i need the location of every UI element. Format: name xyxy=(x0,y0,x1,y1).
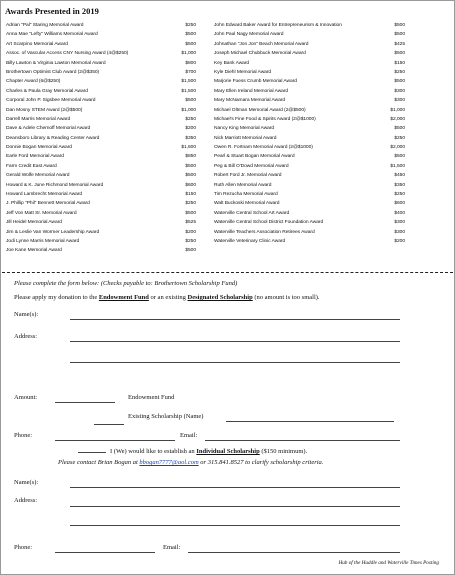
award-row xyxy=(6,40,196,49)
individual-pre: I (We) would like to establish an xyxy=(110,448,197,455)
names-label-2: Name(s): xyxy=(14,479,39,486)
award-name: Owen R. Fortnam Memorial Award (2@$1000) xyxy=(214,145,313,151)
award-row xyxy=(214,152,405,161)
award-row xyxy=(6,115,196,124)
award-amount: $500 xyxy=(394,126,405,132)
award-amount: $1,600 xyxy=(181,145,196,151)
award-name: Ruth Allen Memorial Award xyxy=(214,182,272,188)
award-amount: $2,000 xyxy=(390,116,405,122)
existing-scholarship-label: Existing Scholarship (Name) xyxy=(128,413,204,420)
award-name: Mary Ellen Ireland Memorial Award xyxy=(214,88,289,94)
award-row xyxy=(214,49,405,58)
award-name: Waterville Veterinary Clinic Award xyxy=(214,238,286,244)
award-amount: $500 xyxy=(185,41,196,47)
award-name: Mary McNamara Memorial Award xyxy=(214,98,286,104)
award-amount: $200 xyxy=(185,126,196,132)
award-row xyxy=(214,77,405,86)
award-name: Anna Mae "Lefty" Williams Memorial Award xyxy=(6,32,98,38)
award-name: Deansboro Library & Reading Center Award xyxy=(6,135,100,141)
award-amount: $500 xyxy=(185,163,196,169)
awards-list-left xyxy=(6,21,196,256)
address-label-2: Address: xyxy=(14,497,38,504)
endowment-fund-link: Endowment Fund xyxy=(98,294,149,301)
award-amount: $500 xyxy=(394,51,405,57)
award-name: Joe Kane Memorial Award xyxy=(6,248,62,254)
award-name: Johnathan "Jon Jon" Beach Memorial Award xyxy=(214,41,309,47)
email-label: Email: xyxy=(180,432,198,439)
award-amount: $500 xyxy=(394,32,405,38)
award-amount: $1,500 xyxy=(181,88,196,94)
existing-scholarship-name-field[interactable] xyxy=(226,421,394,422)
names-label: Name(s): xyxy=(14,311,39,318)
award-row xyxy=(6,21,196,30)
award-amount: $250 xyxy=(394,69,405,75)
existing-scholarship-check[interactable] xyxy=(94,424,124,425)
award-name: Waterville Central School Art Award xyxy=(214,210,290,216)
contact-email-link[interactable]: bbogan7777@aol.com xyxy=(139,459,199,466)
award-name: Charles & Paula Gray Memorial Award xyxy=(6,88,88,94)
award-row xyxy=(214,190,405,199)
award-row xyxy=(214,124,405,133)
phone-field-2[interactable] xyxy=(55,552,155,553)
award-row xyxy=(6,134,196,143)
award-amount: $300 xyxy=(394,88,405,94)
award-row xyxy=(6,96,196,105)
apply-post: (no amount is too small). xyxy=(252,294,320,301)
award-name: Tim Rezucha Memorial Award xyxy=(214,192,278,198)
award-row xyxy=(214,143,405,152)
phone-label-2: Phone: xyxy=(14,544,33,551)
award-row xyxy=(6,218,196,227)
award-name: Kyle Diehl Memorial Award xyxy=(214,69,272,75)
award-amount: $425 xyxy=(394,41,405,47)
award-name: Walt Buckoski Memorial Award xyxy=(214,201,280,207)
award-amount: $250 xyxy=(185,201,196,207)
award-row xyxy=(6,209,196,218)
award-amount: $250 xyxy=(185,238,196,244)
award-amount: $350 xyxy=(185,135,196,141)
award-name: Nick Marriott Memorial Award xyxy=(214,135,277,141)
award-row xyxy=(214,171,405,180)
award-amount: $500 xyxy=(394,23,405,28)
award-amount: $300 xyxy=(394,98,405,104)
award-row xyxy=(6,246,196,255)
award-row xyxy=(6,143,196,152)
award-amount: $150 xyxy=(185,192,196,198)
award-name: Billy Lawton & Virginia Lawton Memorial Award xyxy=(6,60,106,66)
award-name: Waterville Teachers Association Retirees Award xyxy=(214,229,315,235)
email-field[interactable] xyxy=(205,440,400,441)
award-amount: $800 xyxy=(185,60,196,66)
award-name: Michael's Fine Food & Spirits Award (2@$1000) xyxy=(214,116,316,122)
individual-scholarship-check[interactable] xyxy=(78,452,106,453)
award-row xyxy=(6,59,196,68)
award-row xyxy=(214,181,405,190)
award-row xyxy=(6,87,196,96)
contact-pre: Please contact Brian Bogan at xyxy=(58,459,140,466)
amount-label: Amount: xyxy=(14,394,38,401)
award-amount: $525 xyxy=(185,220,196,226)
award-name: Peg & Bill O'Dowd Memorial Award xyxy=(214,163,289,169)
form-instruction: Please complete the form below: (Checks payable to: Brothertown Scholarship Fund) xyxy=(14,280,238,287)
award-row xyxy=(6,30,196,39)
address-label: Address: xyxy=(14,333,38,340)
award-row xyxy=(214,115,405,124)
award-amount: $600 xyxy=(185,182,196,188)
award-amount: $1,000 xyxy=(181,51,196,57)
award-row xyxy=(214,209,405,218)
award-name: Jill Heidel Memorial Award xyxy=(6,220,62,226)
award-row xyxy=(214,68,405,77)
award-row xyxy=(6,49,196,58)
award-name: Robert Ford Jr. Memorial Award xyxy=(214,173,282,179)
award-amount: $150 xyxy=(394,60,405,66)
email-label-2: Email: xyxy=(163,544,181,551)
award-row xyxy=(214,162,405,171)
award-row xyxy=(214,228,405,237)
award-name: John Edward Baker Award for Entrepreneurism & Innovation xyxy=(214,23,342,28)
award-name: Corporal John P. Sigsbee Memorial Award xyxy=(6,98,96,104)
contact-post: or 315.841.8527 to clarify scholarship criteria. xyxy=(198,459,324,466)
award-amount: $300 xyxy=(394,220,405,226)
cut-line xyxy=(2,272,453,273)
apply-pre: Please apply my donation to the xyxy=(14,294,99,301)
award-amount: $500 xyxy=(185,32,196,38)
award-amount: $500 xyxy=(394,154,405,160)
award-amount: $300 xyxy=(394,229,405,235)
award-name: Waterville Central School District Foundation Award xyxy=(214,220,324,226)
award-amount: $1,000 xyxy=(181,107,196,113)
award-row xyxy=(6,106,196,115)
award-row xyxy=(6,77,196,86)
page-title: Awards Presented in 2019 xyxy=(5,6,99,16)
award-row xyxy=(214,87,405,96)
individual-scholarship-link: Individual Scholarship xyxy=(196,448,260,455)
award-row xyxy=(214,106,405,115)
phone-label: Phone: xyxy=(14,432,33,439)
award-row xyxy=(214,59,405,68)
award-name: J. Phillip "Phil" Bennett Memorial Award xyxy=(6,201,90,207)
award-row xyxy=(6,237,196,246)
award-row xyxy=(214,96,405,105)
award-name: Jim & Leslie Van Wormer Leadership Award xyxy=(6,229,100,235)
award-amount: $500 xyxy=(185,248,196,254)
award-amount: $350 xyxy=(394,182,405,188)
award-amount: $1,000 xyxy=(390,107,405,113)
award-name: Dan Mosny STEM Award (2@$500) xyxy=(6,107,83,113)
email-field-2[interactable] xyxy=(188,552,400,553)
award-amount: $250 xyxy=(185,23,196,28)
award-row xyxy=(6,228,196,237)
address-field-2[interactable] xyxy=(70,506,400,507)
award-name: Howard Lambrecht Memorial Award xyxy=(6,192,83,198)
award-amount: $200 xyxy=(394,238,405,244)
award-amount: $850 xyxy=(185,154,196,160)
award-amount: $250 xyxy=(185,116,196,122)
award-name: Dave & Adele Chernoff Memorial Award xyxy=(6,126,91,132)
names-field-2[interactable] xyxy=(70,487,400,488)
award-amount: $500 xyxy=(185,173,196,179)
address-field-2-line-2[interactable] xyxy=(70,525,400,526)
award-name: Howard & K. June Richmond Memorial Award xyxy=(6,182,104,188)
award-name: Jodi Lynne Marris Memorial Award xyxy=(6,238,80,244)
endowment-option-label: Endowment Fund xyxy=(128,394,175,401)
award-amount: $500 xyxy=(394,79,405,85)
award-amount: $2,000 xyxy=(390,145,405,151)
award-row xyxy=(214,218,405,227)
award-row xyxy=(6,171,196,180)
award-row xyxy=(214,40,405,49)
names-field[interactable] xyxy=(70,319,400,320)
award-row xyxy=(6,190,196,199)
award-name: Earle Ford Memorial Award xyxy=(6,154,64,160)
award-row xyxy=(6,181,196,190)
awards-list-right xyxy=(214,21,405,246)
award-amount: $1,500 xyxy=(390,163,405,169)
award-name: Donnie Bogan Memorial Award xyxy=(6,145,72,151)
award-name: Assoc. of Vascular Access CNY Nursing Award (4@$250) xyxy=(6,51,129,57)
award-row xyxy=(6,199,196,208)
award-name: Chapter Award (6@$250) xyxy=(6,79,61,85)
award-name: Farm Credit East Award xyxy=(6,163,57,169)
award-row xyxy=(214,30,405,39)
award-amount: $250 xyxy=(394,192,405,198)
award-row xyxy=(214,199,405,208)
award-name: Jeff Von Matt Sr. Memorial Award xyxy=(6,210,77,216)
award-name: Michael Oltman Memorial Award (2@$500) xyxy=(214,107,306,113)
individual-scholarship-text xyxy=(78,448,307,455)
apply-mid: or an existing xyxy=(148,294,188,301)
award-name: Darrell Marris Memorial Award xyxy=(6,116,71,122)
award-name: Pearl & Stuart Bogan Memorial Award xyxy=(214,154,295,160)
award-name: Nancy King Memorial Award xyxy=(214,126,275,132)
award-amount: $1,500 xyxy=(181,79,196,85)
award-row xyxy=(6,152,196,161)
award-amount: $600 xyxy=(394,201,405,207)
address-field[interactable] xyxy=(70,341,400,342)
award-name: Marjorie Fuess Crumb Memorial Award xyxy=(214,79,297,85)
award-name: Brothertown Optimist Club Award (2@$350) xyxy=(6,69,100,75)
award-name: Adrian "Pal" Staring Memorial Award xyxy=(6,23,84,28)
award-name: Joseph Michael Chubbuck Memorial Award xyxy=(214,51,306,57)
individual-post: ($150 minimum). xyxy=(259,448,308,455)
award-name: Key Bank Award xyxy=(214,60,250,66)
award-row xyxy=(214,237,405,246)
award-amount: $700 xyxy=(185,69,196,75)
award-name: Gerald Wolfe Memorial Award xyxy=(6,173,70,179)
footer-credit: Hub of the Huddle and Waterville Times Posting xyxy=(338,560,439,566)
designated-scholarship-link: Designated Scholarship xyxy=(187,294,253,301)
award-amount: $500 xyxy=(185,210,196,216)
address-field-line-2[interactable] xyxy=(70,362,400,363)
award-amount: $450 xyxy=(394,173,405,179)
contact-text xyxy=(58,459,323,466)
award-row xyxy=(214,134,405,143)
award-row xyxy=(6,162,196,171)
award-row xyxy=(6,124,196,133)
phone-field[interactable] xyxy=(55,440,175,441)
award-row xyxy=(6,68,196,77)
award-amount: $200 xyxy=(185,229,196,235)
award-amount: $400 xyxy=(394,210,405,216)
award-amount: $250 xyxy=(394,135,405,141)
award-name: John Paul Nagy Memorial Award xyxy=(214,32,284,38)
donation-preference-text xyxy=(14,294,320,301)
award-name: Art Scarpino Memorial Award xyxy=(6,41,68,47)
award-amount: $500 xyxy=(185,98,196,104)
amount-field[interactable] xyxy=(55,402,115,403)
award-row xyxy=(214,21,405,30)
